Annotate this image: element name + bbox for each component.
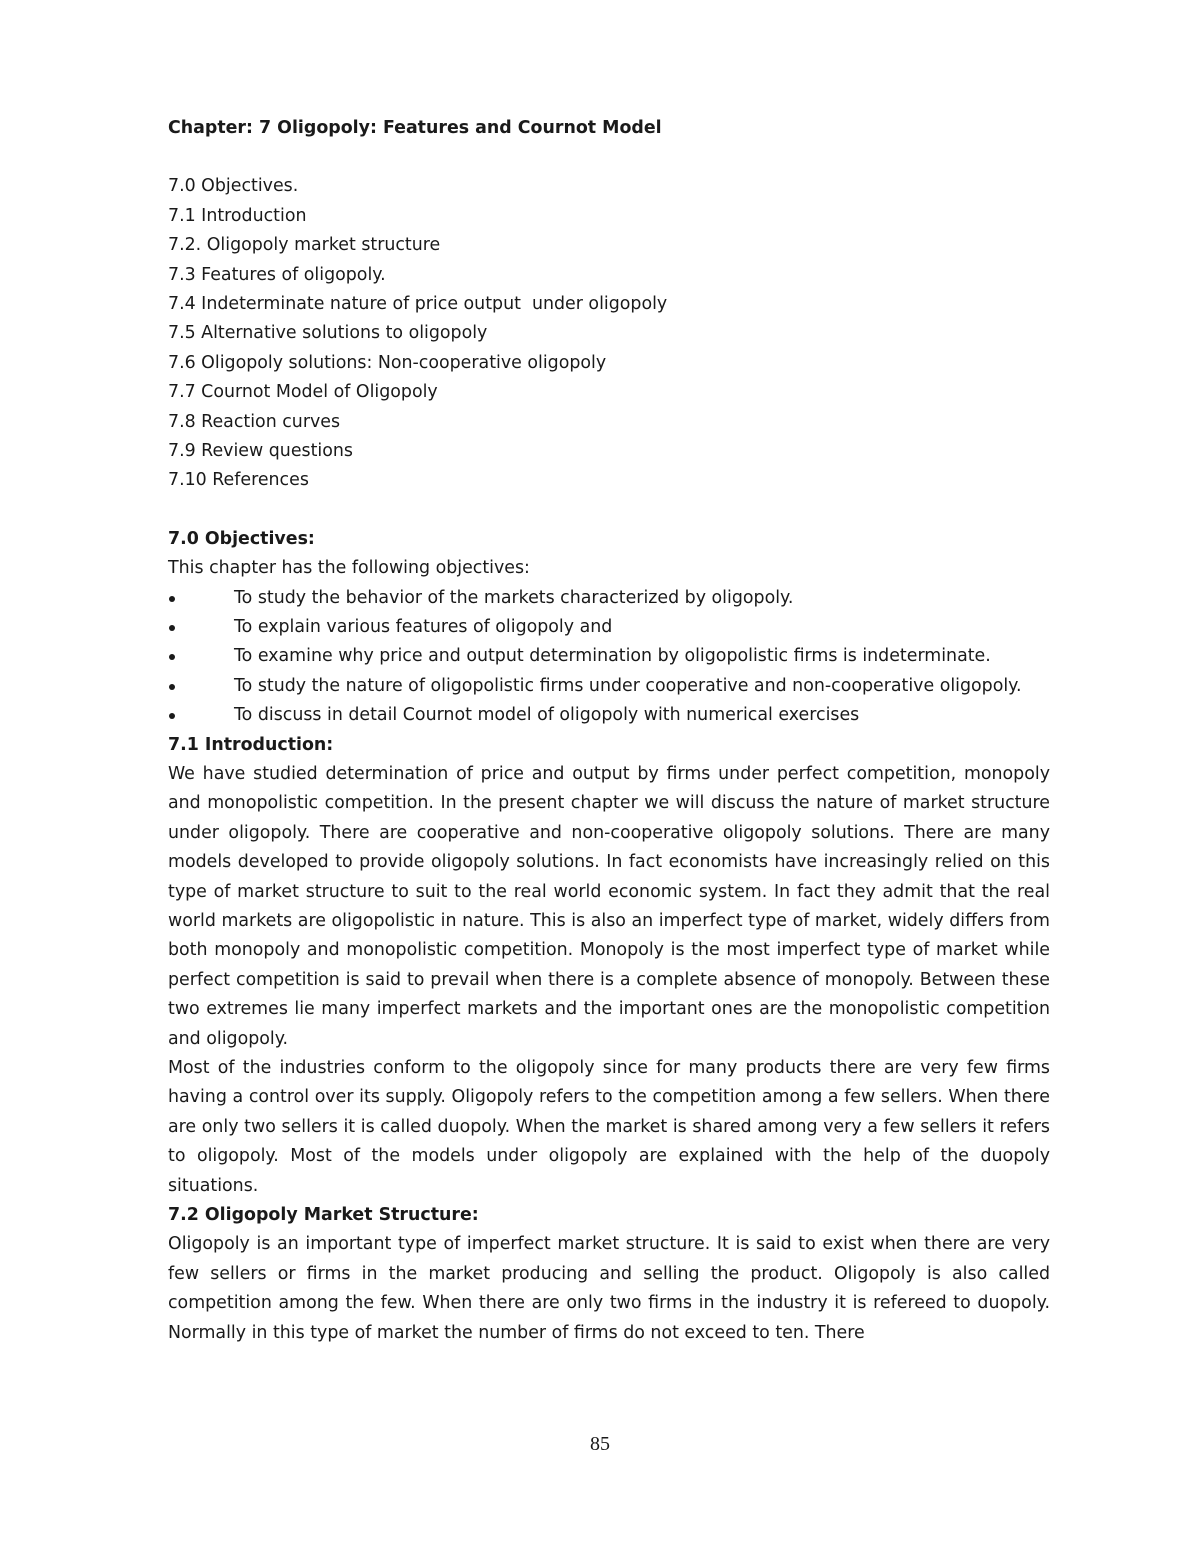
toc-item: 7.3 Features of oligopoly. — [168, 264, 386, 285]
objectives-heading: 7.0 Objectives: — [168, 528, 315, 549]
list-item-text: To examine why price and output determination by oligopolistic firms is indeterminate. — [234, 646, 991, 667]
market-structure-paragraph: Oligopoly is an important type of imperfect market structure. It is said to exist when there are very few sellers or firms in the market producing and selling the product. Oligopoly is also called competition among the few. When there are only two firms in the industry it is refereed to duopoly. Normally in this type of market the number of firms do not exceed to ten. There — [168, 1234, 1050, 1343]
toc-item: 7.9 Review questions — [168, 440, 353, 461]
document-page — [168, 114, 1050, 1348]
toc-item: 7.8 Reaction curves — [168, 411, 341, 432]
introduction-heading: 7.1 Introduction: — [168, 734, 334, 755]
introduction-paragraph: Most of the industries conform to the oligopoly since for many products there are very few firms having a control over its supply. Oligopoly refers to the competition among a few sellers. When there are only two sellers it is called duopoly. When the market is shared among very a few sellers it refers to oligopoly. Most of the models under oligopoly are explained with the help of the duopoly situations. — [168, 1058, 1050, 1196]
toc-item: 7.1 Introduction — [168, 205, 307, 226]
list-item-text: To study the behavior of the markets characterized by oligopoly. — [234, 587, 794, 608]
toc-item: 7.0 Objectives. — [168, 176, 299, 197]
objectives-intro: This chapter has the following objectives: — [168, 558, 530, 579]
list-item-text: To study the nature of oligopolistic firms under cooperative and non-cooperative oligopoly. — [234, 675, 1022, 696]
list-item — [168, 701, 1050, 730]
chapter-title: Chapter: 7 Oligopoly: Features and Cournot Model — [168, 118, 662, 138]
bullet-icon — [169, 654, 175, 660]
list-item-text: To discuss in detail Cournot model of oligopoly with numerical exercises — [234, 705, 860, 726]
list-item — [168, 613, 1050, 642]
list-item-text: To explain various features of oligopoly and — [234, 616, 613, 637]
bullet-icon — [169, 684, 175, 690]
bullet-icon — [169, 596, 175, 602]
toc-item: 7.4 Indeterminate nature of price output under oligopoly — [168, 293, 668, 314]
toc-item: 7.10 References — [168, 470, 309, 491]
bullet-icon — [169, 713, 175, 719]
objectives-list — [168, 584, 1050, 731]
table-of-contents — [168, 172, 1050, 495]
toc-item: 7.7 Cournot Model of Oligopoly — [168, 382, 438, 403]
bullet-icon — [169, 625, 175, 631]
toc-item: 7.5 Alternative solutions to oligopoly — [168, 323, 488, 344]
toc-item: 7.2. Oligopoly market structure — [168, 235, 441, 256]
list-item — [168, 584, 1050, 613]
page-number: 85 — [590, 1433, 610, 1455]
toc-item: 7.6 Oligopoly solutions: Non-cooperative oligopoly — [168, 352, 607, 373]
list-item — [168, 642, 1050, 671]
list-item — [168, 672, 1050, 701]
market-structure-heading: 7.2 Oligopoly Market Structure: — [168, 1205, 479, 1226]
introduction-paragraph: We have studied determination of price and output by firms under perfect competition, monopoly and monopolistic competition. In the present chapter we will discuss the nature of market structure under oligopoly. There are cooperative and non-cooperative oligopoly solutions. There are many models developed to provide oligopoly solutions. In fact economists have increasingly relied on this type of market structure to suit to the real world economic system. In fact they admit that the real world markets are oligopolistic in nature. This is also an imperfect type of market, widely differs from both monopoly and monopolistic competition. Monopoly is the most imperfect type of market while perfect competition is said to prevail when there is a complete absence of monopoly. Between these two extremes lie many imperfect markets and the important ones are the monopolistic competition and oligopoly. — [168, 763, 1050, 1049]
